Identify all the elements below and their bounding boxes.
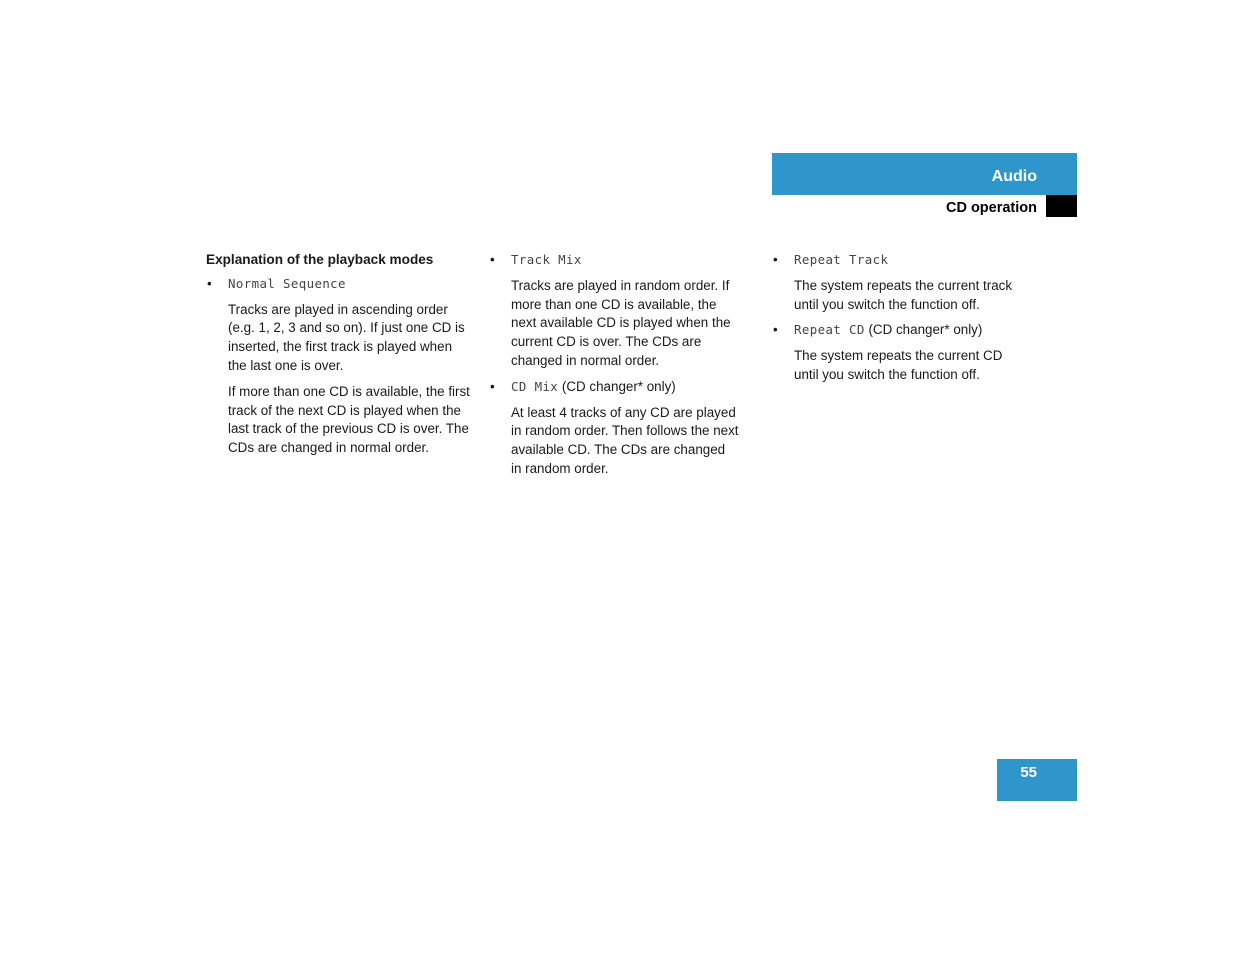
mode-item-cd-mix: [489, 378, 739, 397]
mode-item-track-mix: [489, 251, 739, 270]
mode-description: If more than one CD is available, the first track of the next CD is played when the last track of the previous CD is over. The CDs are changed in normal order.: [228, 383, 470, 456]
bullet: •: [773, 252, 778, 267]
mode-name: Track Mix: [511, 252, 582, 267]
mode-name: CD Mix: [511, 378, 559, 394]
mode-item-repeat-track: [772, 251, 1022, 270]
mode-name: Repeat CD: [794, 322, 865, 338]
section-header-bar: [772, 153, 1077, 195]
mode-description: The system repeats the current CD until you switch the function off.: [794, 348, 1003, 382]
mode-item-normal-sequence: [206, 275, 474, 294]
page-number-box: [997, 759, 1077, 801]
mode-suffix: (CD changer* only): [558, 378, 676, 394]
section-title: Audio: [991, 168, 1037, 185]
subsection-title: CD operation: [945, 200, 1037, 216]
section-marker: [1046, 195, 1077, 217]
mode-item-repeat-cd: [772, 321, 1022, 340]
column-2: [489, 251, 739, 486]
bullet: •: [490, 378, 495, 394]
mode-description: The system repeats the current track until you switch the function off.: [794, 277, 1013, 312]
bullet: •: [773, 322, 778, 338]
mode-name: Repeat Track: [794, 252, 889, 267]
mode-description: At least 4 tracks of any CD are played in random order. Then follows the next available CD. The CDs are changed in random order.: [511, 404, 739, 476]
bullet: •: [490, 252, 495, 267]
mode-suffix: (CD changer* only): [864, 322, 983, 338]
bullet: •: [207, 275, 212, 291]
column-3: [772, 251, 1022, 392]
playback-modes-heading: Explanation of the playback modes: [206, 252, 434, 267]
mode-description: Tracks are played in ascending order (e.g. 1, 2, 3 and so on). If just one CD is inserted, the first track is played when the last one is over.: [228, 301, 465, 373]
page-number: 55: [1020, 764, 1037, 781]
mode-description: Tracks are played in random order. If more than one CD is available, the next available CD is played when the current CD is over. The CDs are changed in normal order.: [511, 277, 731, 368]
mode-name: Normal Sequence: [228, 275, 346, 291]
column-1: [206, 251, 474, 465]
